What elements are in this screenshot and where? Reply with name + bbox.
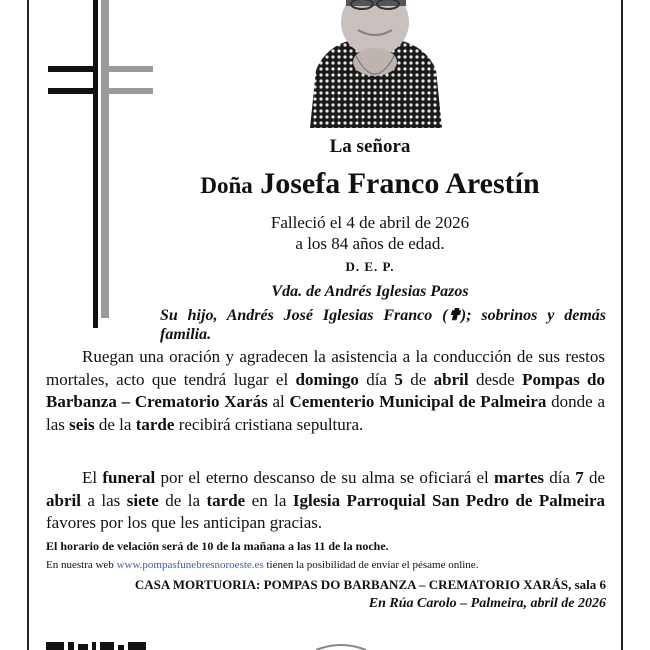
p2-bold-funeral: funeral [102, 468, 156, 487]
honorific: Doña [200, 173, 253, 198]
p2-bold-day: martes [493, 468, 545, 487]
p1-text-3: de [402, 369, 434, 389]
p1-text-4: desde [468, 369, 523, 389]
p2-text-1: El [82, 468, 103, 487]
cross-bar-bottom-dark [48, 88, 98, 94]
logo-icon [316, 644, 366, 650]
p1-bold-hour: seis [69, 414, 95, 434]
web-prefix: En nuestra web [46, 559, 117, 571]
title-prefix: La señora [329, 136, 411, 157]
funeral-mass-paragraph [46, 467, 605, 535]
website-link[interactable]: www.pompasfunebresnoroeste.es [116, 559, 264, 571]
wake-hours: El horario de velación será de 10 de la mañana a las 11 de la noche. [46, 539, 389, 553]
p1-text-6: donde a las [46, 392, 605, 434]
family-line: Su hijo, Andrés José Iglesias Franco (✟); sobrinos y demás familia. [160, 307, 606, 343]
p2-text-8: favores por los que les anticipan gracias. [46, 513, 323, 532]
funeral-procession-paragraph [46, 346, 605, 436]
age-line: a los 84 años de edad. [295, 234, 445, 253]
funeral-home-line: CASA MORTUORIA: POMPAS DO BARBANZA – CREMATORIO XARÁS, sala 6 [134, 577, 606, 592]
p2-bold-period: tarde [206, 490, 246, 510]
deceased-name [160, 167, 580, 201]
p1-text-5: al [267, 392, 290, 411]
cross-bar-top-dark [48, 66, 98, 72]
p2-bold-hour: siete [126, 490, 159, 510]
p1-text-1: Ruegan una oración y agradecen la asistencia a la conducción de sus restos mortales, acto que tendrá lugar el [46, 347, 605, 389]
qr-code-icon[interactable] [46, 642, 146, 650]
place-date-line: En Rúa Carolo – Palmeira, abril de 2026 [368, 596, 606, 611]
p1-text-8: recibirá cristiana sepultura. [174, 414, 364, 434]
web-notice [46, 559, 478, 571]
cross-bar-top-shadow [101, 66, 153, 72]
frame-right-border [621, 0, 623, 650]
p2-text-6: de la [158, 490, 207, 510]
p1-bold-origin: Pompas do Barbanza – Crematorio Xarás [46, 369, 606, 411]
p1-bold-cemetery: Cementerio Municipal de Palmeira [289, 392, 547, 411]
web-suffix: tienen la posibilidad de enviar el pésame online. [263, 559, 479, 571]
p2-bold-date: 7 [575, 468, 584, 487]
portrait-photo [306, 0, 444, 128]
p1-bold-period: tarde [135, 414, 175, 434]
p2-text-5: a las [80, 490, 127, 510]
full-name: Josefa Franco Arestín [260, 167, 540, 200]
dep-text: D. E. P. [345, 259, 395, 274]
p2-text-7: en la [245, 490, 293, 510]
p1-bold-date: 5 [394, 369, 403, 389]
p1-bold-month: abril [433, 369, 469, 389]
frame-left-border [27, 0, 29, 650]
death-date: Falleció el 4 de abril de 2026 [270, 213, 470, 232]
p1-text-2: día [358, 369, 395, 389]
p2-bold-month: abril [46, 490, 81, 510]
cross-vertical-shadow [101, 0, 109, 318]
p2-text-4: de [583, 468, 606, 487]
cross-vertical-dark [93, 0, 98, 328]
p2-bold-church: Iglesia Parroquial San Pedro de Palmeira [292, 490, 605, 510]
p2-text-2: por el eterno descanso de su alma se oficiará el [155, 468, 494, 487]
cross-bar-bottom-shadow [101, 88, 153, 94]
widow-line: Vda. de Andrés Iglesias Pazos [271, 283, 469, 300]
p2-text-3: día [544, 468, 576, 487]
p1-bold-day: domingo [295, 369, 359, 389]
p1-text-7: de la [94, 414, 136, 434]
